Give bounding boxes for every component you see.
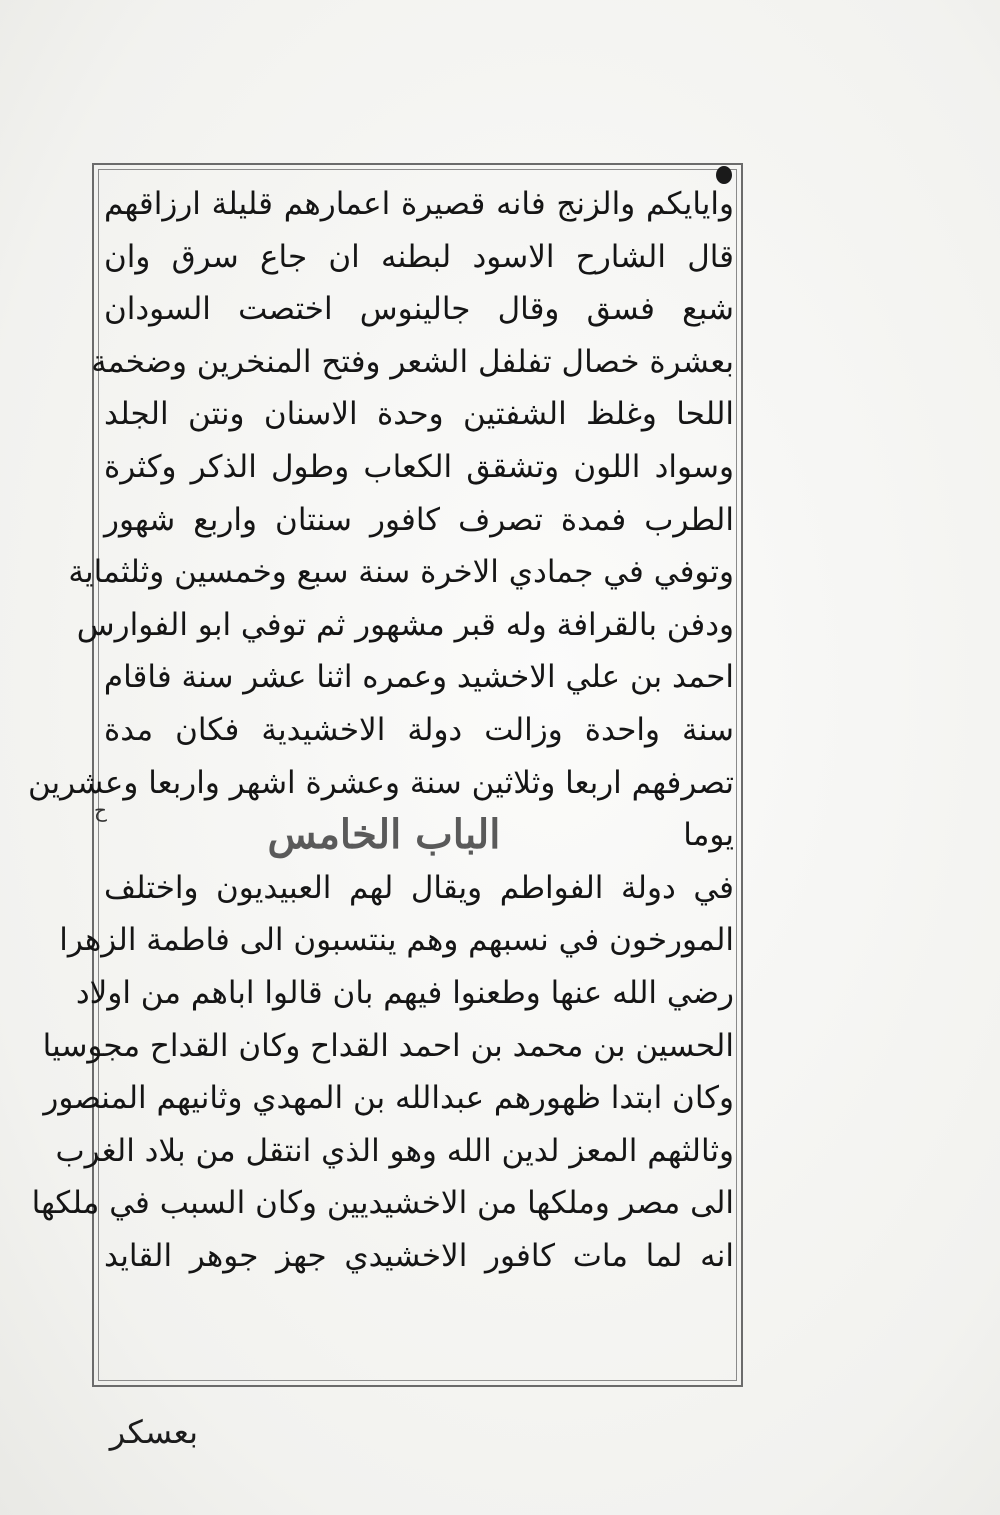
- text-line-11: سنة واحدة وزالت دولة الاخشيدية فكان مدة: [104, 711, 734, 748]
- text-line-21: انه لما مات كافور الاخشيدي جهز جوهر القايد: [104, 1237, 734, 1274]
- text-line-16: رضي الله عنها وطعنوا فيهم بان قالوا اباهم من اولاد: [75, 974, 734, 1011]
- text-line-5: اللحا وغلظ الشفتين وحدة الاسنان ونتن الجلد: [104, 396, 734, 433]
- text-line-17: الحسين بن محمد بن احمد القداح وكان القداح مجوسيا: [42, 1027, 734, 1064]
- text-line-8: وتوفي في جمادي الاخرة سنة سبع وخمسين وثلثماية: [68, 554, 734, 591]
- text-line-20: الى مصر وملكها من الاخشيديين وكان السبب في ملكها: [31, 1185, 734, 1222]
- text-line-1: وايايكم والزنج فانه قصيرة اعمارهم قليلة ارزاقهم: [104, 186, 734, 222]
- text-line-6: وسواد اللون وتشقق الكعاب وطول الذكر وكثرة: [104, 448, 734, 485]
- text-line-10: احمد بن علي الاخشيد وعمره اثنا عشر سنة فاقام: [103, 659, 734, 696]
- heading-line: [104, 809, 734, 862]
- chapter-heading: الباب الخامس: [267, 811, 501, 859]
- text-line-9: ودفن بالقرافة وله قبر مشهور ثم توفي ابو الفوارس: [76, 606, 734, 643]
- text-line-12: تصرفهم اربعا وثلاثين سنة وعشرة اشهر واربعا وعشرين: [27, 764, 734, 801]
- catchword: بعسكر: [109, 1413, 198, 1451]
- text-block: [27, 178, 734, 1378]
- text-line-3: شبع فسق وقال جالينوس اختصت السودان: [104, 291, 734, 328]
- text-line-14: في دولة الفواطم ويقال لهم العبيديون واختلف: [104, 869, 734, 906]
- text-line-19: وثالثهم المعز لدين الله وهو الذي انتقل من بلاد الغرب: [55, 1132, 734, 1169]
- text-line-4: بعشرة خصال تفلفل الشعر وفتح المنخرين وضخمة: [91, 343, 734, 380]
- text-line-18: وكان ابتدا ظهورهم عبدالله بن المهدي وثانيهم المنصور: [43, 1080, 734, 1117]
- text-line-7: الطرب فمدة تصرف كافور سنتان واربع شهور: [104, 501, 734, 538]
- margin-note: ح: [94, 798, 107, 822]
- text-line-15: المورخون في نسبهم وهم ينتسبون الى فاطمة الزهرا: [59, 922, 734, 959]
- text-line-13: يوما: [683, 817, 734, 854]
- text-line-2: قال الشارح الاسود لبطنه ان جاع سرق وان: [104, 238, 734, 275]
